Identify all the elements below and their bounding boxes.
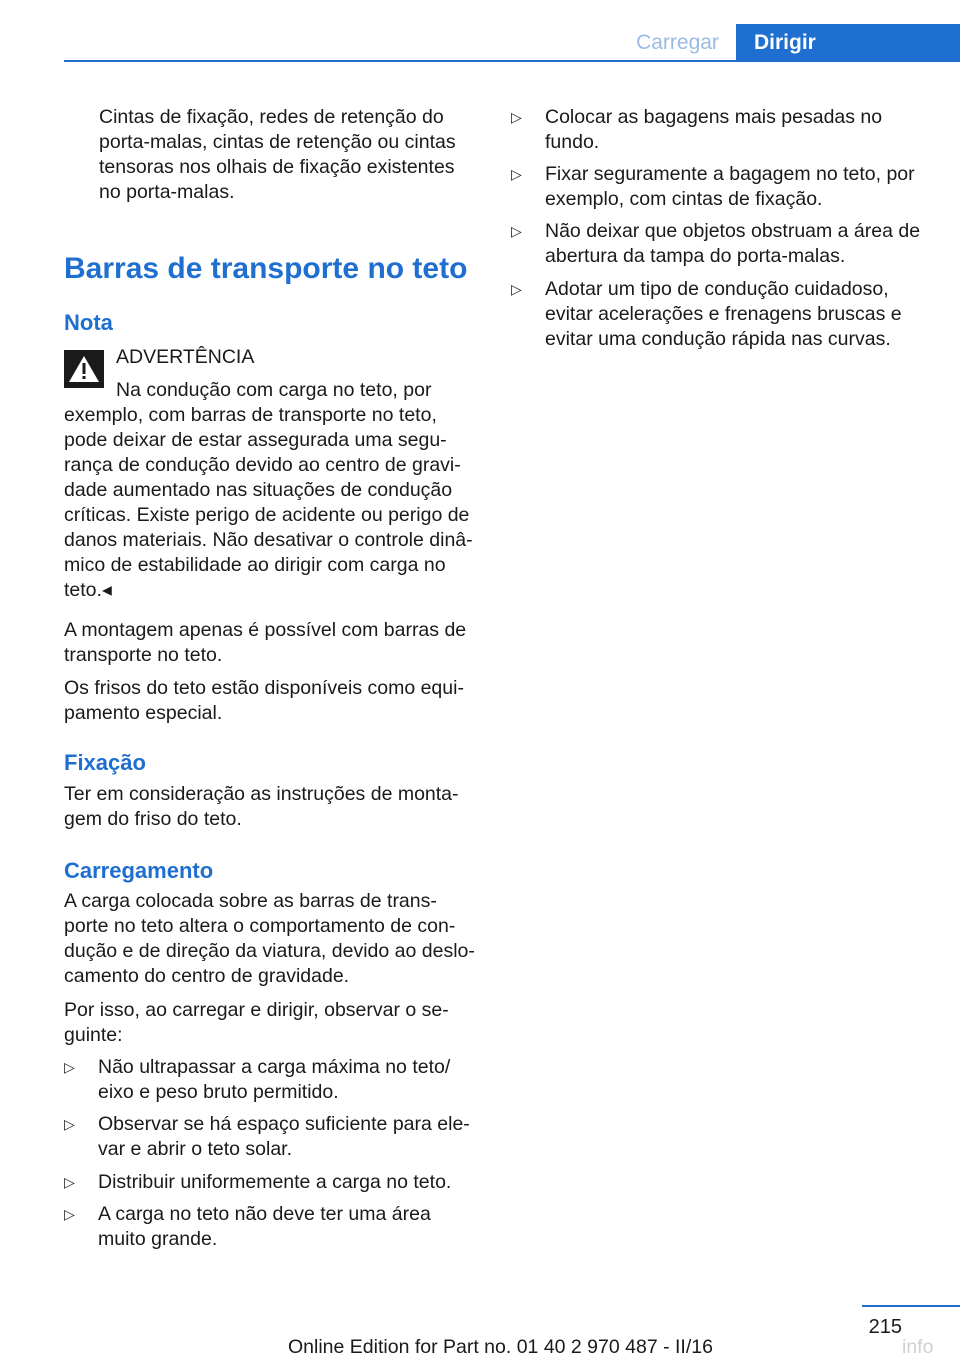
warning-first-line: Na condução com carga no teto, por	[116, 379, 432, 401]
warning-line: teto.◂	[64, 579, 112, 601]
text-line: fundo.	[545, 131, 600, 153]
text-line: A carga colocada sobre as barras de trans-	[64, 890, 437, 912]
text-line: Ter em consideração as instruções de monta-	[64, 783, 459, 805]
warning-label: ADVERTÊNCIA	[116, 346, 255, 368]
list-item-text	[545, 277, 902, 352]
text-line: var e abrir o teto solar.	[98, 1138, 293, 1160]
list-item	[64, 1055, 480, 1105]
paragraph-fixacao	[64, 782, 480, 832]
paragraph-frisos	[64, 676, 480, 726]
list-item-text	[98, 1112, 470, 1162]
text-line: exemplo, com cintas de fixação.	[545, 188, 823, 210]
text-line: transporte no teto.	[64, 644, 223, 666]
warning-line: pode deixar de estar assegurada uma segu-	[64, 429, 447, 451]
list-item	[64, 1170, 480, 1195]
bullet-triangle-icon: ▷	[64, 1174, 75, 1190]
intro-paragraph: Cintas de fixação, redes de retenção do porta-malas, cintas de retenção ou cintas tensoras nos olhais de fixação existentes no porta-malas.	[99, 106, 456, 203]
text-line: A carga no teto não deve ter uma área	[98, 1203, 431, 1225]
text-line: muito grande.	[98, 1228, 218, 1250]
list-item-text	[545, 162, 915, 212]
warning-line: dade aumentado nas situações de condução	[64, 479, 453, 501]
section-title: Barras de transporte no teto	[64, 252, 468, 285]
bullet-triangle-icon: ▷	[511, 109, 522, 125]
carregamento-heading: Carregamento	[64, 858, 214, 883]
warning-line: exemplo, com barras de transporte no teto,	[64, 404, 437, 426]
text-line: Não ultrapassar a carga máxima no teto/	[98, 1056, 451, 1078]
text-line: dução e de direção da viatura, devido ao deslo-	[64, 940, 475, 962]
warning-line: rança de condução devido ao centro de gravi-	[64, 454, 461, 476]
nota-heading: Nota	[64, 310, 113, 335]
warning-line: mico de estabilidade ao dirigir com carga no	[64, 554, 446, 576]
text-line: evitar uma condução rápida nas curvas.	[545, 328, 891, 350]
warning-icon	[64, 350, 104, 388]
text-line: eixo e peso bruto permitido.	[98, 1081, 339, 1103]
text-line: gem do friso do teto.	[64, 808, 242, 830]
bullet-triangle-icon: ▷	[511, 223, 522, 239]
warning-text	[64, 403, 480, 603]
list-item-text	[545, 105, 882, 155]
paragraph-carregamento	[64, 889, 480, 989]
bullet-triangle-icon: ▷	[64, 1059, 75, 1075]
text-line: porte no teto altera o comportamento de con-	[64, 915, 456, 937]
list-item	[511, 277, 931, 352]
text-line: Fixar seguramente a bagagem no teto, por	[545, 163, 915, 185]
text-line: A montagem apenas é possível com barras de	[64, 619, 467, 641]
bullet-triangle-icon: ▷	[511, 281, 522, 297]
text-line: pamento especial.	[64, 702, 223, 724]
text-line: Colocar as bagagens mais pesadas no	[545, 106, 883, 128]
list-item	[64, 1112, 480, 1162]
page-header	[0, 24, 960, 62]
text-line: Observar se há espaço suficiente para ele-	[98, 1113, 470, 1135]
bullet-triangle-icon: ▷	[511, 166, 522, 182]
list-item	[511, 219, 931, 269]
warning-line: críticas. Existe perigo de acidente ou perigo de	[64, 504, 470, 526]
list-item-text	[545, 219, 920, 269]
list-item-text	[98, 1202, 431, 1252]
footer-rule	[862, 1305, 960, 1307]
text-line: Adotar um tipo de condução cuidadoso,	[545, 278, 889, 300]
text-line: Distribuir uniformemente a carga no teto.	[98, 1171, 452, 1193]
list-item-text	[98, 1055, 450, 1105]
paragraph-observar	[64, 998, 480, 1048]
text-line: abertura da tampa do porta-malas.	[545, 245, 846, 267]
text-line: Não deixar que objetos obstruam a área de	[545, 220, 921, 242]
text-line: evitar acelerações e frenagens bruscas e	[545, 303, 902, 325]
fixacao-heading: Fixação	[64, 750, 146, 775]
text-line: camento do centro de gravidade.	[64, 965, 350, 987]
edition-note: Online Edition for Part no. 01 40 2 970 487 - II/16	[288, 1336, 713, 1358]
bullet-triangle-icon: ▷	[64, 1116, 75, 1132]
list-item	[511, 105, 931, 155]
list-item-text	[98, 1170, 451, 1195]
tab-carregar[interactable]: Carregar	[636, 31, 719, 54]
list-item	[511, 162, 931, 212]
page-number: 215	[868, 1316, 902, 1338]
text-line: guinte:	[64, 1024, 123, 1046]
text-line: Por isso, ao carregar e dirigir, observar o se-	[64, 999, 449, 1021]
bullet-triangle-icon: ▷	[64, 1206, 75, 1222]
tab-dirigir[interactable]: Dirigir	[736, 24, 960, 62]
list-item	[64, 1202, 480, 1252]
header-rule	[64, 60, 960, 62]
paragraph-montagem	[64, 618, 480, 668]
warning-line: danos materiais. Não desativar o controle dinâ-	[64, 529, 473, 551]
text-line: Os frisos do teto estão disponíveis como equi-	[64, 677, 464, 699]
watermark: info	[902, 1336, 934, 1358]
